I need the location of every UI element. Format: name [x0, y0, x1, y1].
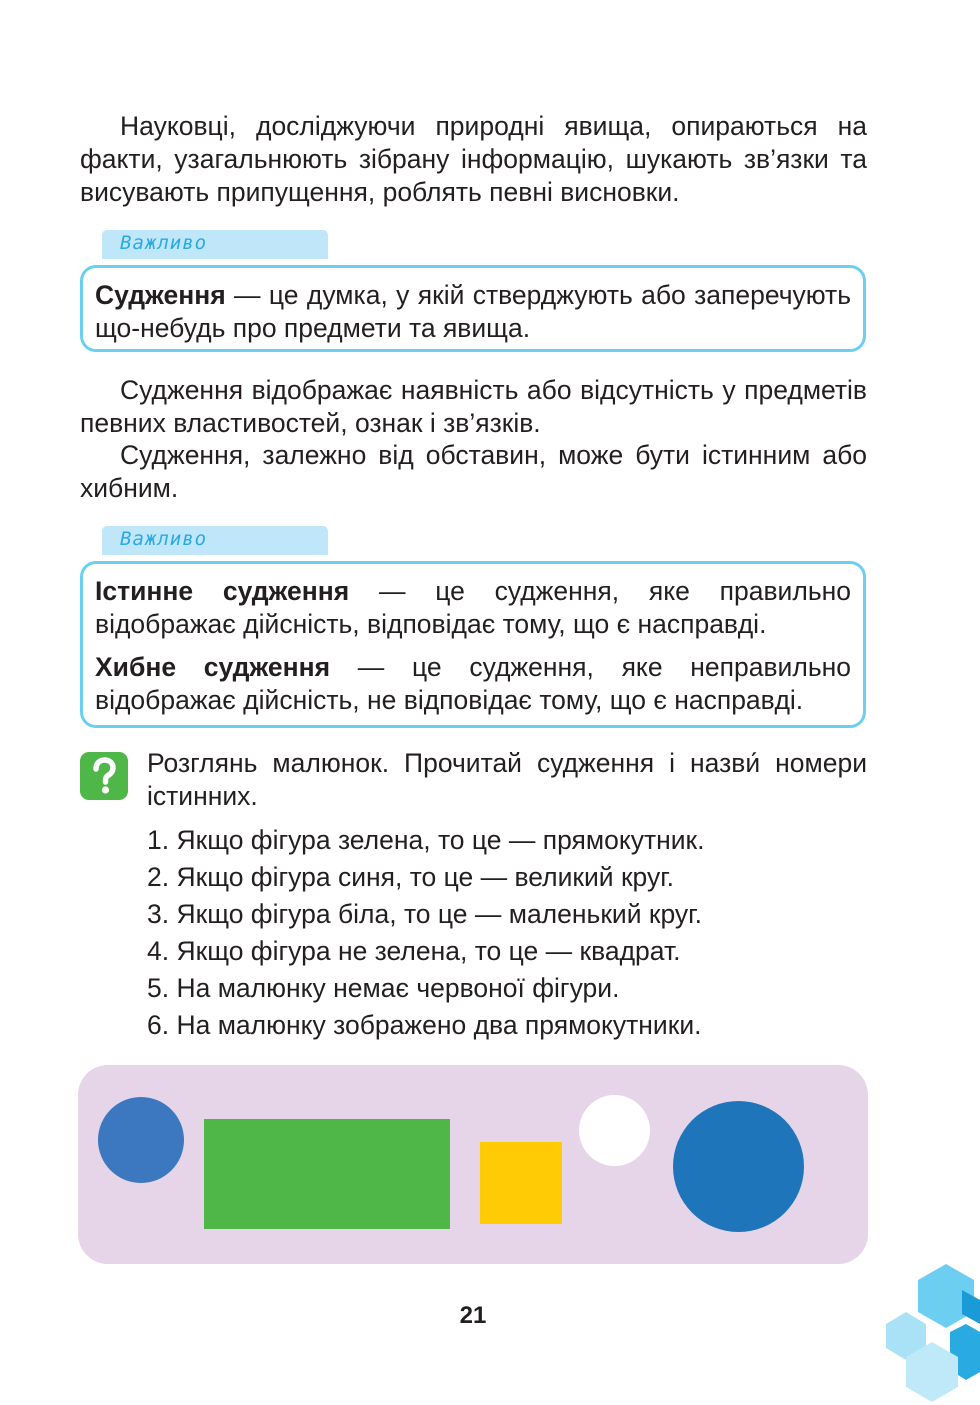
important-label: Важливо: [120, 528, 208, 550]
list-item: 5. На малюнку немає червоної фігури.: [147, 973, 620, 1003]
important-tag: [102, 526, 328, 555]
definition-false: [95, 651, 851, 717]
small-blue-circle: [98, 1097, 184, 1183]
definition-judgement-text: — це думка, у якій стверджують або заперечують що-небудь про предмети та явища.: [95, 280, 851, 343]
yellow-square: [480, 1142, 562, 1224]
large-blue-circle: [673, 1101, 804, 1232]
important-label: Важливо: [120, 232, 208, 254]
list-item: 3. Якщо фігура біла, то це — маленький круг.: [147, 899, 702, 929]
definition-judgement: [95, 279, 851, 345]
white-circle: [579, 1095, 650, 1166]
shapes-illustration: [78, 1065, 868, 1264]
definition-true: [95, 575, 851, 641]
term-false-judgement: Хибне судження: [95, 652, 331, 682]
list-item: 1. Якщо фігура зелена, то це — прямокутник.: [147, 825, 705, 855]
task-prompt: Розглянь малюнок. Прочитай судження і назви́ номери істинних.: [147, 748, 867, 811]
judgement-paragraph: Судження відображає наявність або відсутність у предметів певних властивостей, ознак і зв’язків.: [80, 375, 867, 438]
hexagon-decoration: [870, 1260, 980, 1405]
definition-true-text: — це судження, яке правильно відображає дійсність, відповідає тому, що є насправді.: [95, 576, 851, 639]
question-icon: [80, 752, 128, 800]
truth-paragraph: Судження, залежно від обставин, може бути істинним або хибним.: [80, 440, 867, 503]
definition-box-true-false: [80, 561, 866, 728]
list-item: 6. На малюнку зображено два прямокутники.: [147, 1010, 702, 1040]
term-true-judgement: Істинне судження: [95, 576, 350, 606]
list-item: 4. Якщо фігура не зелена, то це — квадрат.: [147, 936, 681, 966]
definition-false-text: — це судження, яке неправильно відображає дійсність, не відповідає тому, що є насправді.: [95, 652, 851, 715]
green-rectangle: [204, 1119, 450, 1229]
intro-paragraph: Науковці, досліджуючи природні явища, опираються на факти, узагальнюють зібрану інформацію, шукають зв’язки та висувають припущення, роблять певні висновки.: [80, 111, 867, 207]
statement-list: [147, 822, 705, 1044]
list-item: 2. Якщо фігура синя, то це — великий круг.: [147, 862, 675, 892]
term-judgement: Судження: [95, 280, 226, 310]
page-number: 21: [459, 1302, 487, 1329]
definition-box-judgement: [80, 265, 866, 352]
important-tag: [102, 230, 328, 259]
